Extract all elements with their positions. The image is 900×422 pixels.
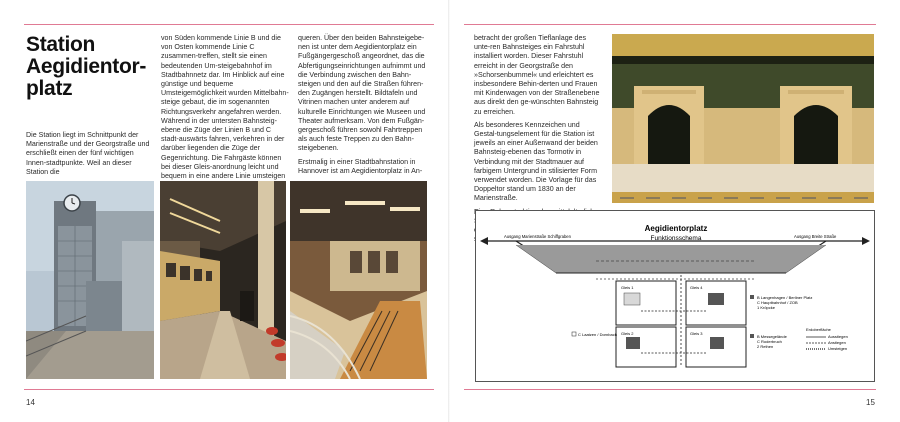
bottom-rule — [24, 389, 434, 390]
track-2-label: Gleis 2 — [621, 331, 634, 336]
top-rule — [464, 24, 876, 25]
diagram-subtitle: Funktionsschema — [650, 235, 702, 242]
track-4-label: Gleis 4 — [690, 285, 703, 290]
top-rule — [24, 24, 434, 25]
page-number-left: 14 — [26, 398, 35, 407]
line-key-3: Anstiegen — [828, 340, 846, 345]
exit-left-label: Ausgang Marienstraße Schiffgraben — [504, 234, 571, 239]
exit-right-label: Ausgang Breite Straße — [794, 234, 837, 239]
diagram-title: Aegidientorplatz — [644, 224, 708, 233]
gate-motif-photo — [612, 34, 874, 203]
elevator-tower-photo — [26, 181, 154, 379]
legend-top-3: 1 Kröpcke — [757, 305, 776, 310]
page-title: Station Aegidientor- platz — [26, 33, 147, 100]
legend-bottom-3: 2 Rethen — [757, 344, 774, 349]
legend-top-1: B Langenhagen / Berliner Platz — [757, 295, 813, 300]
line-key-4: Umsteigen — [828, 346, 848, 351]
legend-bottom-1: B Messegelände — [757, 334, 787, 339]
page-number-right: 15 — [866, 398, 875, 407]
body-column-3: queren. Über den beiden Bahnsteigebe-nen ist unter dem Aegidientorplatz ein Fußgängergeschoß angeordnet, das die Abfertigungseinrichtungen aufnimmt und die Verbindung zwischen den Bahn-steigen und den auf die Straßen führen-den Zugängen herstellt. Bildtafeln und Vitrinen machen unter anderem auf kulturelle Einrichtungen wie Museen und Theater aufmerksam. Von dem Fußgän-gergeschoß führen sowohl Fahrtreppen als auch feste Treppen zu den Bahn-steigebenen. Erstmalig in einer Stadtbahnstation in Hannover ist am Aegidientorplatz in An- — [298, 34, 426, 175]
platform-train-photo — [160, 181, 286, 379]
body-column-2: von Süden kommende Linie B und die von Osten kommende Linie C zusammen-treffen, stellt sie einen bedeutenden Um-steigebahnhof im Stadtbahnnetz dar. Im Hinblick auf eine günstige und bequeme Umsteigemöglichkeit wurden Mittelbahn-steige gebaut, die im sogenannten Richtungsverkehr angefahren werden. Während in der untersten Bahnsteig-ebene die Züge der Linien B und C stadt-auswärts fahren, verkehren in der darüber liegenden die Züge der Gegenrichtung. Die Fahrgäste können bei dieser Gleis-anordnung leicht und bequem in eine andere Linie umsteigen — [161, 34, 289, 181]
left-note: C Laatzen / Dornbach — [578, 332, 617, 337]
line-key-1: Erdoberfläche — [806, 327, 831, 332]
body-column-right: betracht der großen Tieflanlage des unte-ren Bahnsteiges ein Fahrstuhl installiert worden. Dieser Fahrstuhl erreicht in der Georgstraße den »Schorsenbummel« und erleichtert es insbesondere Behin-derten und Frauen mit Kinderwagen von der Straßenebene aus direkt den ge-wünschten Bahnsteig zu erreichen. Als besonderes Kennzeichen und Gestal-tungselement für die Station ist jeweils an einer Außenwand der beiden Bahnsteig-ebenen das Tormotiv in Verbindung mit der Stadtmauer auf farbigem Untergrund in stilisierter Form verwendet worden. Die Vorlage für das Doppeltor stand um 1830 an der Marienstraße. — [474, 34, 600, 203]
bottom-rule — [464, 389, 876, 390]
legend-bottom-2: C Roderbruch — [757, 339, 782, 344]
line-key-2: Ausstiegen — [828, 334, 848, 339]
track-1-label: Gleis 1 — [621, 285, 634, 290]
escalator-photo — [290, 181, 427, 379]
intro-text: Die Station liegt im Schnittpunkt der Marienstraße und der Georgstraße und erschließt einen der fünf wichtigen Innen-stadtpunkte. Weil an dieser Station die — [26, 131, 150, 176]
legend-top-2: C Hauptbahnhof / ZOB — [757, 300, 798, 305]
track-3-label: Gleis 3 — [690, 331, 703, 336]
functional-diagram — [475, 210, 875, 382]
